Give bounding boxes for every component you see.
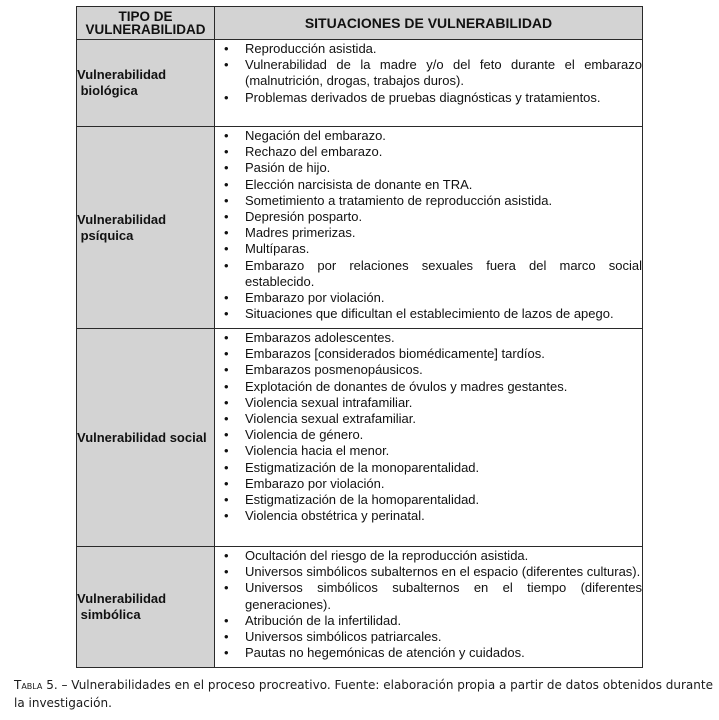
list-item: • Violencia sexual intrafamiliar. [215,395,642,411]
list-item: • Elección narcisista de donante en TRA. [215,177,642,193]
header-tipo [77,7,215,40]
situations-cell [215,329,643,547]
list-item: • Violencia hacia el menor. [215,443,642,459]
list-item: • Embarazo por relaciones sexuales fuera del marco social establecido. [215,258,642,290]
header-situaciones [215,7,643,40]
list-item: • Problemas derivados de pruebas diagnósticas y tratamientos. [215,90,642,106]
list-item: • Pautas no hegemónicas de atención y cuidados. [215,645,642,661]
list-item: • Embarazos [considerados biomédicamente] tardíos. [215,346,642,362]
vulnerability-table [76,6,643,668]
list-item: • Universos simbólicos subalternos en el espacio (diferentes culturas). [215,564,642,580]
header-tipo-label: TIPO DE VULNERABILIDAD [85,9,206,37]
list-item: • Negación del embarazo. [215,128,642,144]
caption-label: Tabla 5. [14,678,58,692]
vulnerability-type-label: Vulnerabilidad biológica [77,67,167,98]
list-item: • Atribución de la infertilidad. [215,613,642,629]
list-item: • Embarazo por violación. [215,476,642,492]
situations-cell [215,40,643,127]
vulnerability-type-label: Vulnerabilidad simbólica [77,591,167,622]
table-row [77,127,643,329]
situations-list [215,329,642,524]
list-item: • Violencia de género. [215,427,642,443]
situations-list [215,127,642,322]
table-row [77,40,643,127]
list-item: • Violencia obstétrica y perinatal. [215,508,642,524]
vulnerability-type-label: Vulnerabilidad social [77,429,207,445]
table-caption [14,676,714,712]
list-item: • Embarazo por violación. [215,290,642,306]
situations-list [215,40,642,106]
list-item: • Embarazos adolescentes. [215,330,642,346]
table-header-row [77,7,643,40]
list-item: • Sometimiento a tratamiento de reproducción asistida. [215,193,642,209]
table-body [77,40,643,668]
header-situaciones-label: SITUACIONES DE VULNERABILIDAD [304,14,553,31]
list-item: • Depresión posparto. [215,209,642,225]
vulnerability-type-cell [77,547,215,668]
situations-list [215,547,642,661]
vulnerability-type-label: Vulnerabilidad psíquica [77,211,167,243]
list-item: • Universos simbólicos patriarcales. [215,629,642,645]
list-item: • Multíparas. [215,241,642,257]
caption-text: – Vulnerabilidades en el proceso procreativo. Fuente: elaboración propia a partir de datos obtenidos durante la investigación. [14,678,713,710]
table-row [77,547,643,668]
situations-cell [215,547,643,668]
list-item: • Vulnerabilidad de la madre y/o del feto durante el embarazo (malnutrición, drogas, trabajos duros). [215,57,642,89]
list-item: • Estigmatización de la monoparentalidad. [215,460,642,476]
list-item: • Embarazos posmenopáusicos. [215,362,642,378]
list-item: • Universos simbólicos subalternos en el tiempo (diferentes generaciones). [215,580,642,612]
list-item: • Reproducción asistida. [215,41,642,57]
vulnerability-type-cell [77,329,215,547]
list-item: • Estigmatización de la homoparentalidad. [215,492,642,508]
situations-cell [215,127,643,329]
vulnerability-type-cell [77,127,215,329]
list-item: • Explotación de donantes de óvulos y madres gestantes. [215,379,642,395]
list-item: • Violencia sexual extrafamiliar. [215,411,642,427]
table-row [77,329,643,547]
list-item: • Ocultación del riesgo de la reproducción asistida. [215,548,642,564]
list-item: • Pasión de hijo. [215,160,642,176]
vulnerability-type-cell [77,40,215,127]
list-item: • Situaciones que dificultan el establecimiento de lazos de apego. [215,306,642,322]
list-item: • Madres primerizas. [215,225,642,241]
list-item: • Rechazo del embarazo. [215,144,642,160]
